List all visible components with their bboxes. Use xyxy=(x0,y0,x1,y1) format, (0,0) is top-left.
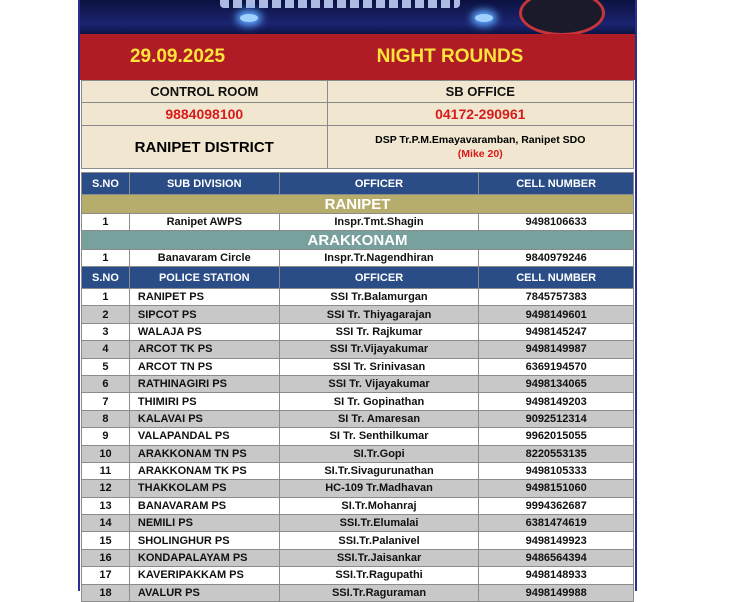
row-officer: SSI Tr. Thiyagarajan xyxy=(279,306,479,323)
row-officer: SI.Tr.Sivagurunathan xyxy=(279,462,479,479)
table-row xyxy=(82,214,634,231)
col-cell-number: CELL NUMBER xyxy=(479,173,634,195)
table-row xyxy=(82,480,634,497)
row-station: NEMILI PS xyxy=(129,515,279,532)
subdivision-table xyxy=(81,172,634,267)
row-officer: SI Tr. Amaresan xyxy=(279,410,479,427)
table-row xyxy=(82,289,634,306)
row-officer: SSI Tr. Srinivasan xyxy=(279,358,479,375)
row-cell: 9994362687 xyxy=(479,497,634,514)
row-officer: SSI.Tr.Raguraman xyxy=(279,584,479,601)
table-row xyxy=(82,306,634,323)
table-row xyxy=(82,410,634,427)
row-station: THIMIRI PS xyxy=(129,393,279,410)
row-officer: SI.Tr.Mohanraj xyxy=(279,497,479,514)
headlight-right-graphic xyxy=(475,14,493,22)
col-sub-division: SUB DIVISION xyxy=(129,173,279,195)
row-station: ARAKKONAM TK PS xyxy=(129,462,279,479)
row-sno: 1 xyxy=(82,250,130,267)
section-title: ARAKKONAM xyxy=(82,231,634,250)
section-row-arakkonam xyxy=(82,231,634,250)
table-row xyxy=(82,549,634,566)
row-cell: 9498149988 xyxy=(479,584,634,601)
table-row xyxy=(82,358,634,375)
table-row xyxy=(82,428,634,445)
row-cell: 9498148933 xyxy=(479,567,634,584)
title-bar xyxy=(80,34,635,80)
table-row xyxy=(82,250,634,267)
row-sno: 7 xyxy=(82,393,130,410)
row-station: ARCOT TK PS xyxy=(129,341,279,358)
row-officer: SI Tr. Senthilkumar xyxy=(279,428,479,445)
table-row xyxy=(82,584,634,601)
row-cell: 9498149987 xyxy=(479,341,634,358)
row-sno: 18 xyxy=(82,584,130,601)
tamil-banner-text-graphic xyxy=(220,0,460,8)
table-row xyxy=(82,341,634,358)
row-sno: 6 xyxy=(82,375,130,392)
row-unit: Banavaram Circle xyxy=(129,250,279,267)
col-cell-number: CELL NUMBER xyxy=(479,267,634,289)
row-station: ARCOT TN PS xyxy=(129,358,279,375)
row-officer: SI.Tr.Gopi xyxy=(279,445,479,462)
table-row xyxy=(82,532,634,549)
station-header-row xyxy=(82,267,634,289)
row-station: KAVERIPAKKAM PS xyxy=(129,567,279,584)
header-banner xyxy=(80,0,635,34)
row-cell: 9498134065 xyxy=(479,375,634,392)
district-name: RANIPET DISTRICT xyxy=(82,126,328,169)
row-officer: SSI Tr. Vijayakumar xyxy=(279,375,479,392)
row-sno: 2 xyxy=(82,306,130,323)
row-sno: 3 xyxy=(82,323,130,340)
row-station: KALAVAI PS xyxy=(129,410,279,427)
row-officer: SSI.Tr.Jaisankar xyxy=(279,549,479,566)
row-cell: 9486564394 xyxy=(479,549,634,566)
row-sno: 13 xyxy=(82,497,130,514)
row-officer: SSI Tr.Balamurgan xyxy=(279,289,479,306)
row-sno: 8 xyxy=(82,410,130,427)
row-station: ARAKKONAM TN PS xyxy=(129,445,279,462)
row-sno: 5 xyxy=(82,358,130,375)
row-station: WALAJA PS xyxy=(129,323,279,340)
table-row xyxy=(82,462,634,479)
row-sno: 4 xyxy=(82,341,130,358)
col-sno: S.NO xyxy=(82,267,130,289)
row-cell: 9840979246 xyxy=(479,250,634,267)
col-sno: S.NO xyxy=(82,173,130,195)
report-title: NIGHT ROUNDS xyxy=(376,46,524,67)
table-row xyxy=(82,323,634,340)
row-sno: 1 xyxy=(82,289,130,306)
row-officer: SSI Tr.Vijayakumar xyxy=(279,341,479,358)
row-sno: 17 xyxy=(82,567,130,584)
row-officer: HC-109 Tr.Madhavan xyxy=(279,480,479,497)
row-sno: 14 xyxy=(82,515,130,532)
dsp-name: DSP Tr.P.M.Emayavaramban, Ranipet SDO xyxy=(375,134,586,146)
row-sno: 15 xyxy=(82,532,130,549)
table-row xyxy=(82,515,634,532)
row-officer: SSI.Tr.Palanivel xyxy=(279,532,479,549)
row-cell: 9092512314 xyxy=(479,410,634,427)
row-cell: 6381474619 xyxy=(479,515,634,532)
row-cell: 9498106633 xyxy=(479,214,634,231)
row-sno: 16 xyxy=(82,549,130,566)
table-row xyxy=(82,445,634,462)
row-officer: SSI Tr. Rajkumar xyxy=(279,323,479,340)
report-date: 29.09.2025 xyxy=(129,46,226,67)
row-station: SHOLINGHUR PS xyxy=(129,532,279,549)
control-room-label: CONTROL ROOM xyxy=(82,81,328,103)
row-officer: Inspr.Tr.Nagendhiran xyxy=(279,250,479,267)
row-station: BANAVARAM PS xyxy=(129,497,279,514)
row-officer: SI Tr. Gopinathan xyxy=(279,393,479,410)
section-title: RANIPET xyxy=(82,195,634,214)
row-cell: 9498105333 xyxy=(479,462,634,479)
officer-photo-graphic xyxy=(519,0,605,36)
row-station: RATHINAGIRI PS xyxy=(129,375,279,392)
row-station: THAKKOLAM PS xyxy=(129,480,279,497)
night-rounds-sheet xyxy=(78,0,637,599)
row-cell: 9498149601 xyxy=(479,306,634,323)
row-sno: 12 xyxy=(82,480,130,497)
dsp-callsign: (Mike 20) xyxy=(457,148,503,160)
table-row xyxy=(82,497,634,514)
row-station: AVALUR PS xyxy=(129,584,279,601)
sb-office-label: SB OFFICE xyxy=(327,81,633,103)
contact-table xyxy=(81,80,634,169)
row-cell: 6369194570 xyxy=(479,358,634,375)
row-station: KONDAPALAYAM PS xyxy=(129,549,279,566)
col-officer: OFFICER xyxy=(279,173,479,195)
row-station: SIPCOT PS xyxy=(129,306,279,323)
headlight-left-graphic xyxy=(240,14,258,22)
table-row xyxy=(82,375,634,392)
row-cell: 9962015055 xyxy=(479,428,634,445)
station-table xyxy=(81,266,634,602)
row-station: RANIPET PS xyxy=(129,289,279,306)
section-row-ranipet xyxy=(82,195,634,214)
sb-office-number: 04172-290961 xyxy=(327,103,633,126)
table-row xyxy=(82,567,634,584)
row-station: VALAPANDAL PS xyxy=(129,428,279,445)
row-sno: 11 xyxy=(82,462,130,479)
row-cell: 8220553135 xyxy=(479,445,634,462)
row-cell: 9498145247 xyxy=(479,323,634,340)
row-sno: 10 xyxy=(82,445,130,462)
row-cell: 9498151060 xyxy=(479,480,634,497)
row-sno: 9 xyxy=(82,428,130,445)
control-room-number: 9884098100 xyxy=(82,103,328,126)
subdivision-header-row xyxy=(82,173,634,195)
col-police-station: POLICE STATION xyxy=(129,267,279,289)
row-cell: 9498149203 xyxy=(479,393,634,410)
row-cell: 9498149923 xyxy=(479,532,634,549)
row-officer: SSI.Tr.Ragupathi xyxy=(279,567,479,584)
row-sno: 1 xyxy=(82,214,130,231)
table-row xyxy=(82,393,634,410)
dsp-cell xyxy=(327,126,633,169)
col-officer: OFFICER xyxy=(279,267,479,289)
row-officer: Inspr.Tmt.Shagin xyxy=(279,214,479,231)
row-cell: 7845757383 xyxy=(479,289,634,306)
row-officer: SSI.Tr.Elumalai xyxy=(279,515,479,532)
row-unit: Ranipet AWPS xyxy=(129,214,279,231)
